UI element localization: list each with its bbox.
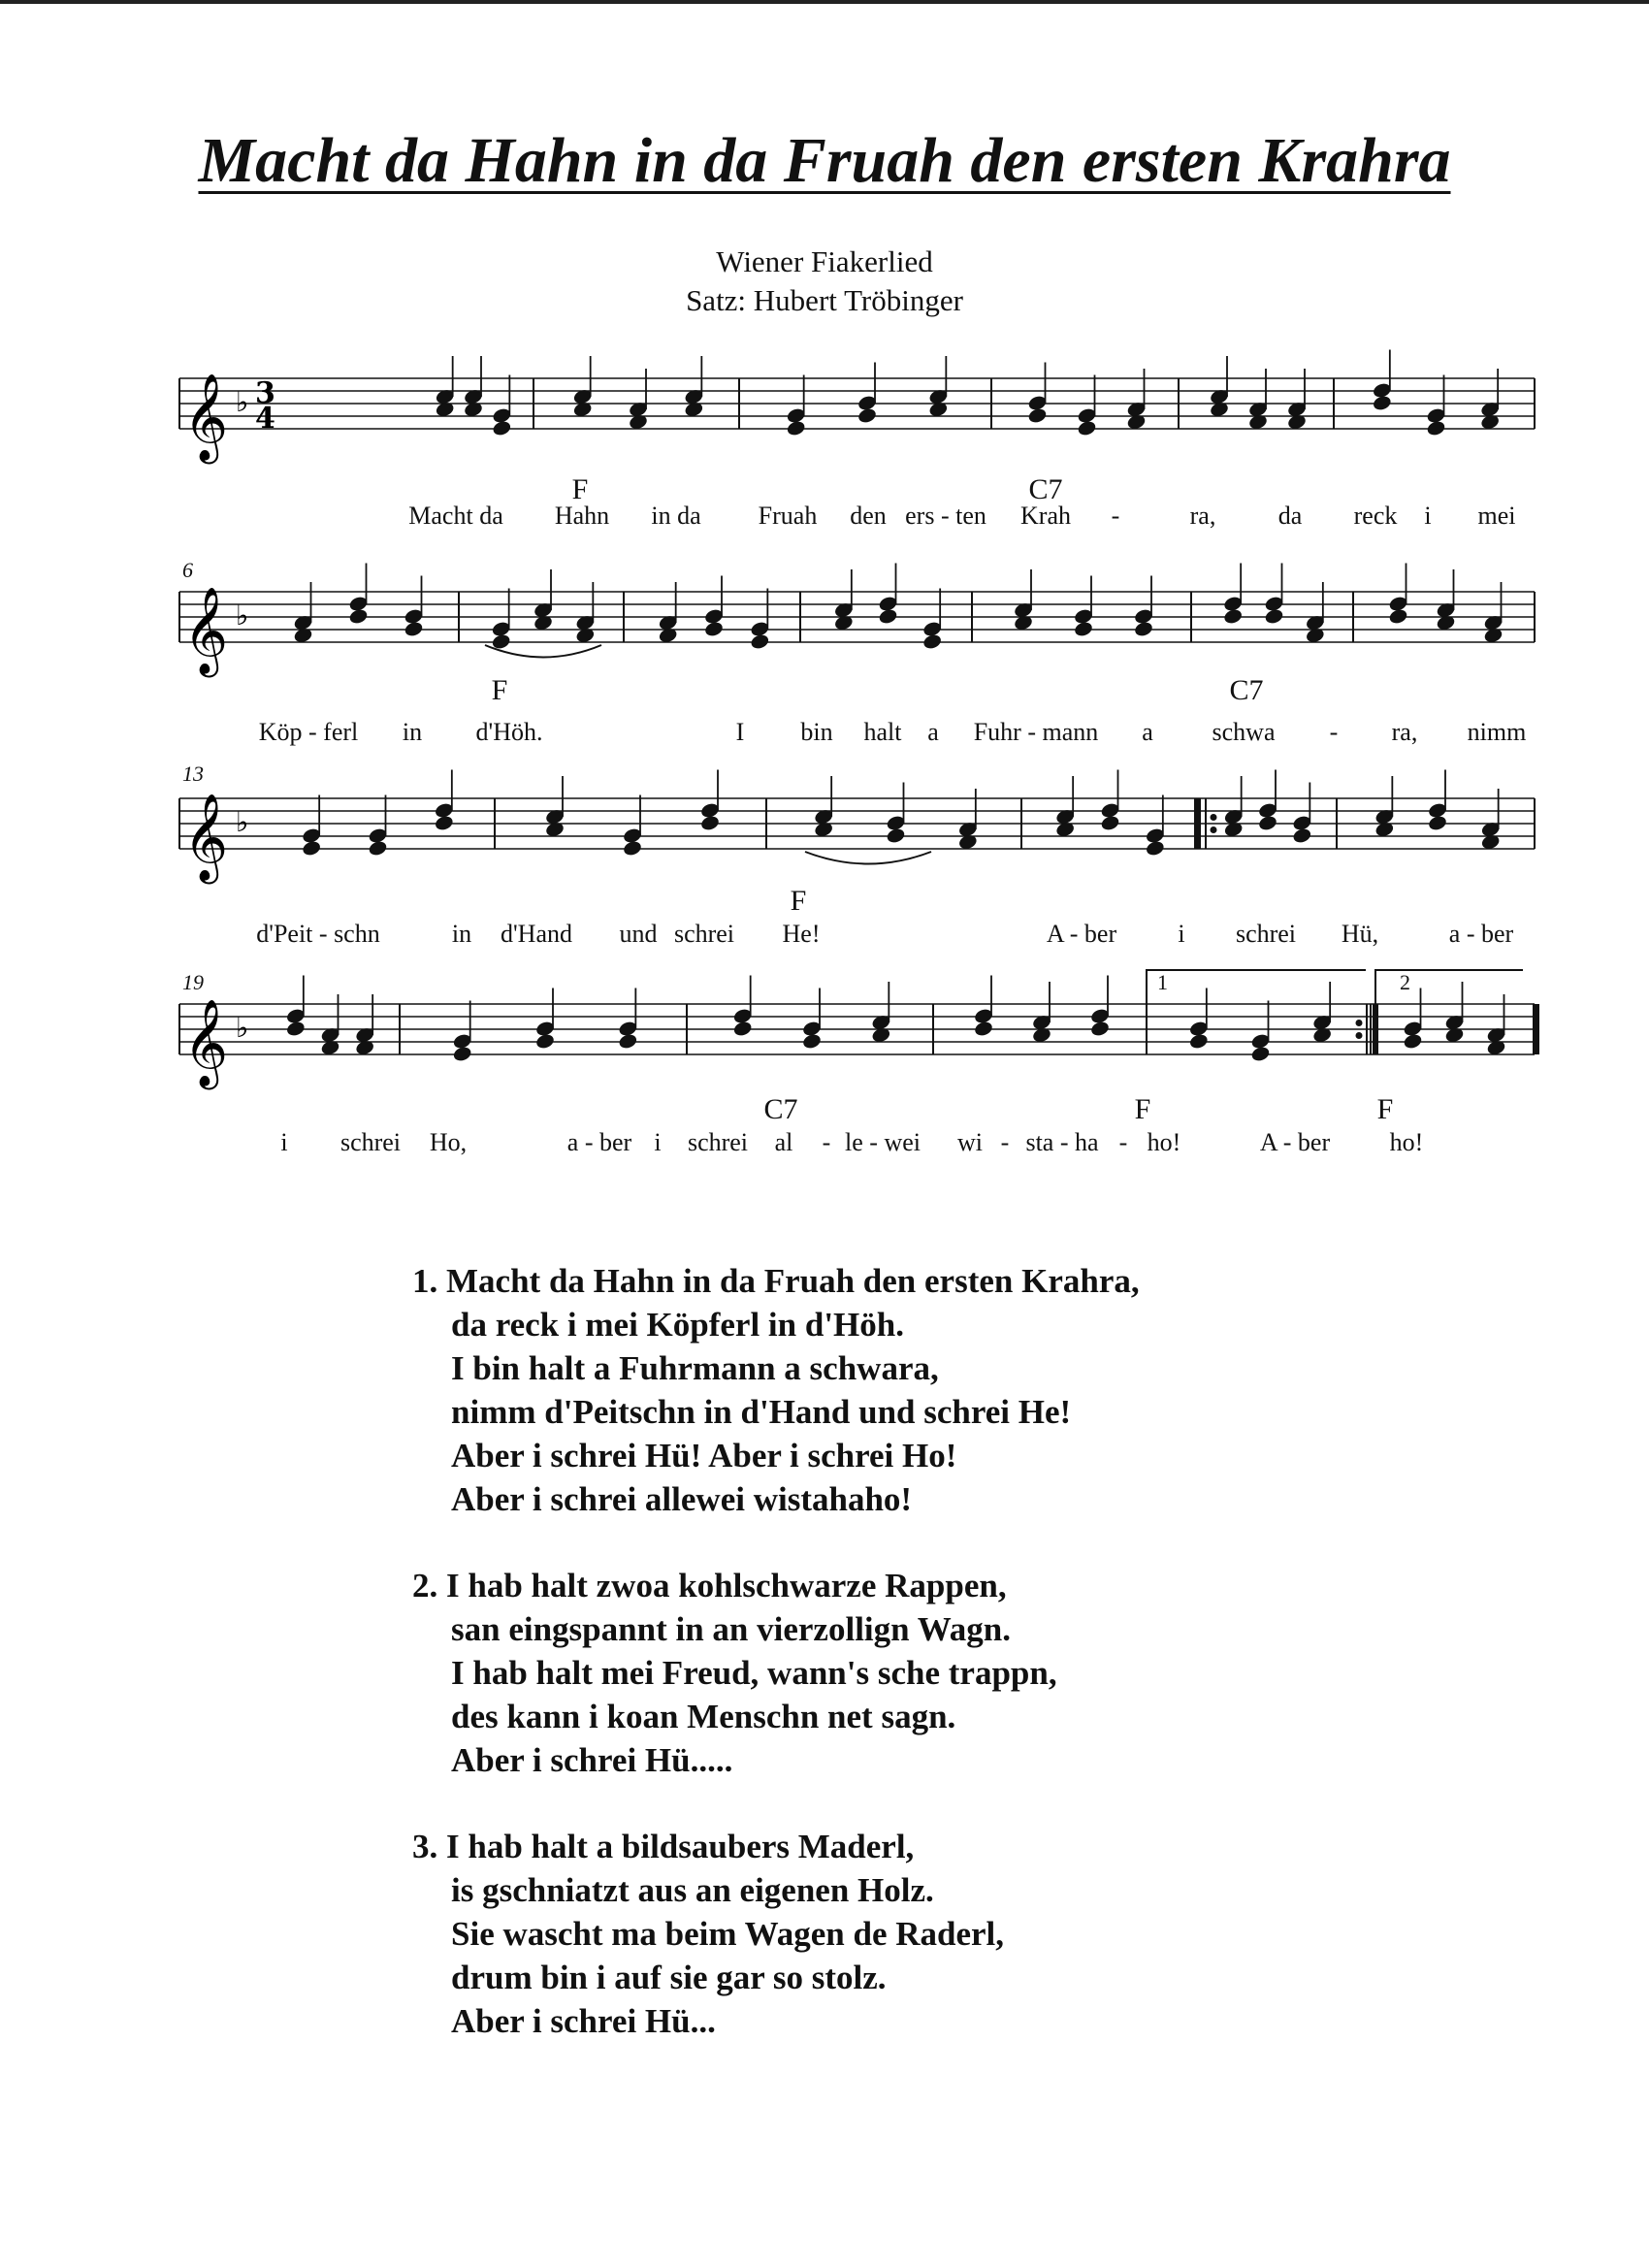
- repeat-start-bar: [1195, 798, 1201, 849]
- lyric: i: [280, 1128, 288, 1156]
- treble-clef-icon: 𝄞: [183, 587, 229, 674]
- verse-line: Sie wascht ma beim Wagen de Raderl,: [451, 1915, 1005, 1953]
- note-head: [1222, 607, 1243, 625]
- note-head: [1027, 406, 1048, 424]
- note-head: [1100, 814, 1120, 831]
- chord-symbol: F: [491, 674, 508, 706]
- note-head: [1264, 607, 1284, 625]
- verse-line: des kann i koan Menschn net sagn.: [451, 1698, 956, 1735]
- note-head: [878, 607, 898, 625]
- time-signature-top: 3: [255, 376, 275, 410]
- note-head: [1257, 814, 1277, 831]
- time-signature-bottom: 4: [255, 402, 275, 436]
- lyric: halt: [863, 718, 902, 746]
- note-head: [534, 1032, 555, 1050]
- lyric: d'Peit - schn: [256, 920, 380, 948]
- lyric: ho!: [1147, 1128, 1181, 1156]
- lyric: le - wei: [845, 1128, 921, 1156]
- arrangement-credit: Satz: Hubert Tröbinger: [686, 283, 963, 317]
- chord-symbol: F: [790, 885, 807, 917]
- note-head: [618, 1032, 638, 1050]
- lyric: wi: [957, 1128, 983, 1156]
- lyric: d'Höh.: [475, 718, 543, 746]
- note-head: [1250, 1045, 1271, 1062]
- lyric: schwa: [1212, 718, 1276, 746]
- lyric: Ho,: [429, 1128, 468, 1156]
- note-head: [699, 814, 720, 831]
- lyric: i: [1424, 502, 1432, 530]
- song-title: Macht da Hahn in da Fruah den ersten Krahra: [198, 125, 1451, 196]
- lyric: -: [1111, 502, 1120, 530]
- lyric: A - ber: [1046, 920, 1117, 948]
- chord-symbol: C7: [1229, 674, 1264, 706]
- verse-number: 2.: [412, 1567, 438, 1604]
- lyric: i: [1178, 920, 1185, 948]
- lyric: -: [1118, 1128, 1128, 1156]
- note-head: [973, 1020, 993, 1037]
- key-flat-icon: ♭: [236, 1012, 249, 1044]
- lyric: schrei: [340, 1128, 402, 1156]
- volta-2-label: 2: [1400, 970, 1410, 994]
- lyric: in: [451, 920, 472, 948]
- volta-1-label: 1: [1157, 970, 1168, 994]
- lyric: und: [619, 920, 658, 948]
- note-head: [1073, 620, 1093, 637]
- lyric: Hahn: [554, 502, 610, 530]
- verse-line: Aber i schrei Hü.....: [451, 1741, 733, 1779]
- chord-symbol: C7: [1028, 473, 1063, 505]
- verse-line: Aber i schrei allewei wistahaho!: [451, 1480, 913, 1518]
- note-head: [301, 839, 321, 857]
- lyric: a: [1142, 718, 1153, 746]
- lyric: in da: [651, 502, 701, 530]
- verse-text: I hab halt zwoa kohlschwarze Rappen,: [446, 1567, 1007, 1604]
- note-head: [1403, 1032, 1423, 1050]
- treble-clef-icon: 𝄞: [183, 373, 229, 461]
- note-head: [404, 620, 424, 637]
- lyric: Fruah: [758, 502, 818, 530]
- verse-number: 1.: [412, 1262, 438, 1300]
- measure-number: 13: [182, 761, 204, 786]
- verse-line: I bin halt a Fuhrmann a schwara,: [451, 1349, 939, 1387]
- lyric: reck: [1353, 502, 1398, 530]
- note-head: [1372, 394, 1392, 411]
- measure-number: 6: [182, 558, 193, 582]
- verse-line: da reck i mei Köpferl in d'Höh.: [451, 1306, 904, 1344]
- tie: [805, 852, 931, 864]
- repeat-dot: [1356, 1020, 1363, 1026]
- note-head: [1077, 419, 1097, 437]
- lyric: bin: [800, 718, 833, 746]
- treble-clef-icon: 𝄞: [183, 999, 229, 1086]
- volta-1-bracket: [1147, 970, 1366, 1009]
- lyric: ra,: [1189, 502, 1216, 530]
- lyric: den: [850, 502, 887, 530]
- verse-line: Aber i schrei Hü...: [451, 2002, 716, 2040]
- lyric: Hü,: [1341, 920, 1379, 948]
- note-head: [886, 826, 906, 844]
- lyric: -: [822, 1128, 831, 1156]
- verses: [412, 1259, 1382, 2086]
- note-head: [801, 1032, 822, 1050]
- note-head: [786, 419, 806, 437]
- measure-number: 19: [182, 970, 204, 994]
- note-head: [368, 839, 388, 857]
- verse-number: 3.: [412, 1828, 438, 1865]
- verse-text: Macht da Hahn in da Fruah den ersten Krahra,: [446, 1262, 1140, 1300]
- chord-symbol: F: [571, 473, 589, 505]
- lyric: ho!: [1389, 1128, 1424, 1156]
- note-head: [750, 632, 770, 650]
- repeat-end-bar: [1373, 1004, 1378, 1054]
- verse-line: I hab halt mei Freud, wann's sche trappn,: [451, 1654, 1057, 1692]
- lyric: Krah: [1020, 502, 1071, 530]
- note-head: [1133, 620, 1153, 637]
- note-head: [285, 1020, 306, 1037]
- verse-line: [412, 1825, 1382, 1868]
- chord-symbol: F: [1376, 1093, 1394, 1125]
- note-head: [1426, 419, 1446, 437]
- note-head: [1089, 1020, 1110, 1037]
- note-head: [1188, 1032, 1209, 1050]
- verse-line: [412, 1564, 1382, 1607]
- note-head: [703, 620, 724, 637]
- lyric: a - ber: [566, 1128, 632, 1156]
- verse-line: san eingspannt in an vierzollign Wagn.: [451, 1610, 1012, 1648]
- note-head: [1292, 826, 1312, 844]
- note-head: [348, 607, 369, 625]
- verse-line: drum bin i auf sie gar so stolz.: [451, 1959, 887, 1996]
- key-flat-icon: ♭: [236, 386, 249, 418]
- key-flat-icon: ♭: [236, 806, 249, 838]
- lyric: a - ber: [1448, 920, 1514, 948]
- lyric: d'Hand: [500, 920, 573, 948]
- lyric: -: [1000, 1128, 1010, 1156]
- verse-line: [412, 1259, 1382, 1303]
- lyric: al: [774, 1128, 793, 1156]
- repeat-dot: [1356, 1032, 1363, 1039]
- lyric: mei: [1477, 502, 1516, 530]
- note-head: [1427, 814, 1447, 831]
- note-head: [1145, 839, 1165, 857]
- lyric: A - ber: [1259, 1128, 1331, 1156]
- note-head: [492, 419, 512, 437]
- lyric: Macht da: [408, 502, 503, 530]
- treble-clef-icon: 𝄞: [183, 794, 229, 881]
- verse-line: Aber i schrei Hü! Aber i schrei Ho!: [451, 1437, 957, 1474]
- lyric: in: [402, 718, 423, 746]
- chord-symbol: C7: [763, 1093, 798, 1125]
- note-head: [452, 1045, 472, 1062]
- note-head: [1388, 607, 1408, 625]
- song-subtitle: Wiener Fiakerlied: [716, 244, 933, 278]
- verse-line: is gschniatzt aus an eigenen Holz.: [451, 1871, 934, 1909]
- verse-1: [412, 1259, 1382, 1521]
- lyric: nimm: [1467, 718, 1527, 746]
- lyric: a: [927, 718, 939, 746]
- final-barline: [1533, 1004, 1539, 1054]
- volta-2-bracket: [1375, 970, 1523, 1009]
- lyric: schrei: [673, 920, 735, 948]
- note-head: [732, 1020, 753, 1037]
- verse-2: [412, 1564, 1382, 1782]
- lyric: Köp - ferl: [258, 718, 359, 746]
- lyric: da: [1277, 502, 1303, 530]
- lyric: Fuhr - mann: [973, 718, 1099, 746]
- repeat-dot: [1211, 814, 1217, 821]
- lyric: -: [1329, 718, 1339, 746]
- lyric: ra,: [1391, 718, 1418, 746]
- lyric: He!: [782, 920, 821, 948]
- lyric: schrei: [1235, 920, 1297, 948]
- note-head: [434, 814, 454, 831]
- note-head: [922, 632, 942, 650]
- lyric: ers - ten: [905, 502, 986, 530]
- lyric: schrei: [687, 1128, 749, 1156]
- chord-symbol: F: [1134, 1093, 1151, 1125]
- note-head: [622, 839, 642, 857]
- note-head: [857, 406, 877, 424]
- verse-line: nimm d'Peitschn in d'Hand und schrei He!: [451, 1393, 1072, 1431]
- repeat-dot: [1211, 826, 1217, 833]
- verse-text: I hab halt a bildsaubers Maderl,: [446, 1828, 915, 1865]
- key-flat-icon: ♭: [236, 599, 249, 632]
- lyric: sta - ha: [1025, 1128, 1099, 1156]
- lyric: i: [654, 1128, 662, 1156]
- verse-3: [412, 1825, 1382, 2043]
- lyric: I: [735, 718, 745, 746]
